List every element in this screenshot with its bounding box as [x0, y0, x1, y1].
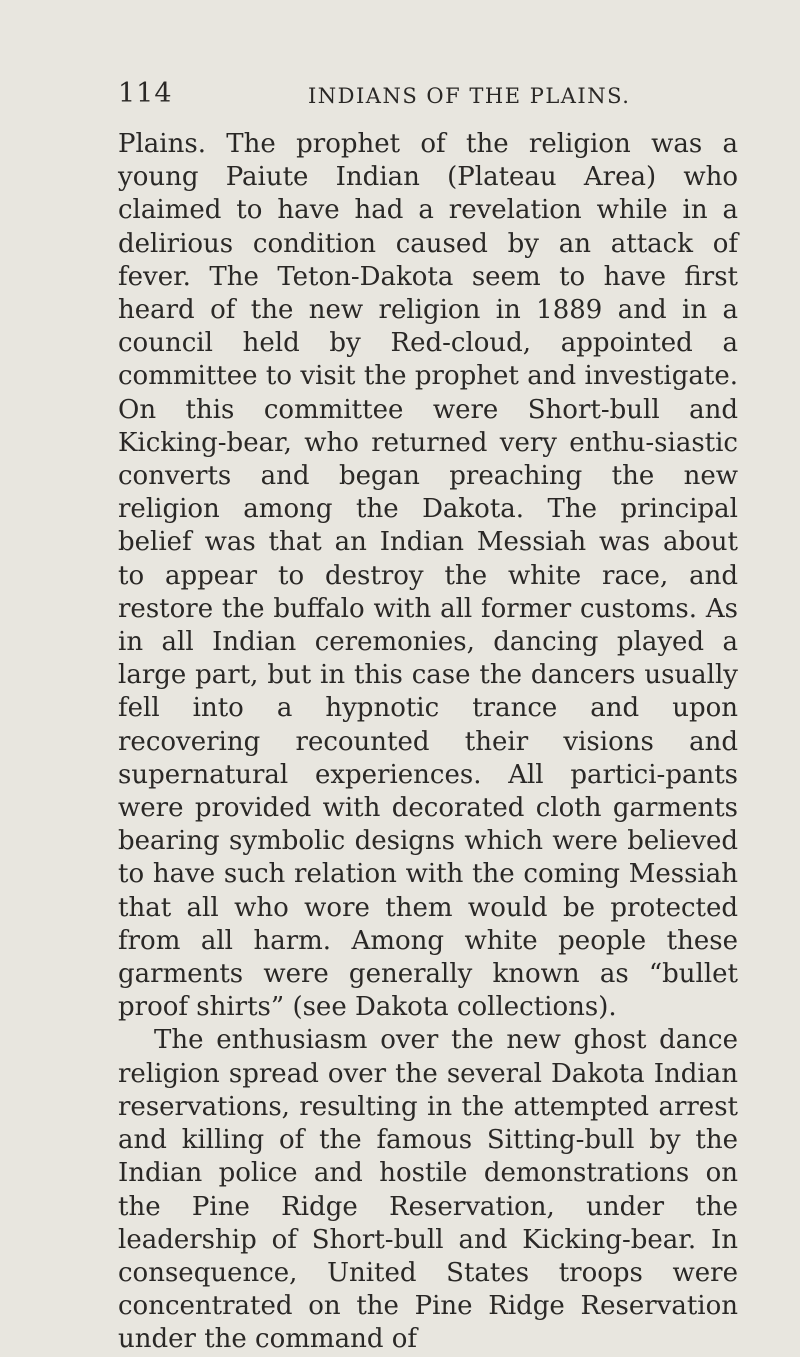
- body-text: [118, 128, 738, 1357]
- running-head: [118, 78, 758, 118]
- paragraph-ghost-dance: The enthusiasm over the new ghost dance religion spread over the several Dakota Indian reservations, resulting in the attempted arrest and killing of the famous Sitting-bull by the Indian police and hostile demonstrations on the Pine Ridge Reservation, under the leadership of Short-bull and Kicking-bear. In consequence, United States troops were concentrated on the Pine Ridge Reservation under the command of: [118, 1025, 738, 1355]
- paragraph-continued: Plains. The prophet of the religion was a young Paiute Indian (Plateau Area) who claimed to have had a revelation while in a delirious condition caused by an attack of fever. The Teton-Dakota seem to have first heard of the new religion in 1889 and in a council held by Red-cloud, appointed a committee to visit the prophet and investigate. On this committee were Short-bull and Kicking-bear, who returned very enthu-siastic converts and began preaching the new religion among the Dakota. The principal belief was that an Indian Messiah was about to appear to destroy the white race, and restore the buffalo with all former customs. As in all Indian ceremonies, dancing played a large part, but in this case the dancers usually fell into a hypnotic trance and upon recovering recounted their visions and supernatural experiences. All partici-pants were provided with decorated cloth garments bearing symbolic designs which were believed to have such relation with the coming Messiah that all who wore them would be protected from all harm. Among white people these garments were generally known as “bullet proof shirts” (see Dakota collections).: [118, 129, 738, 1023]
- page-number: 114: [118, 78, 173, 109]
- running-title: INDIANS OF THE PLAINS.: [308, 84, 631, 108]
